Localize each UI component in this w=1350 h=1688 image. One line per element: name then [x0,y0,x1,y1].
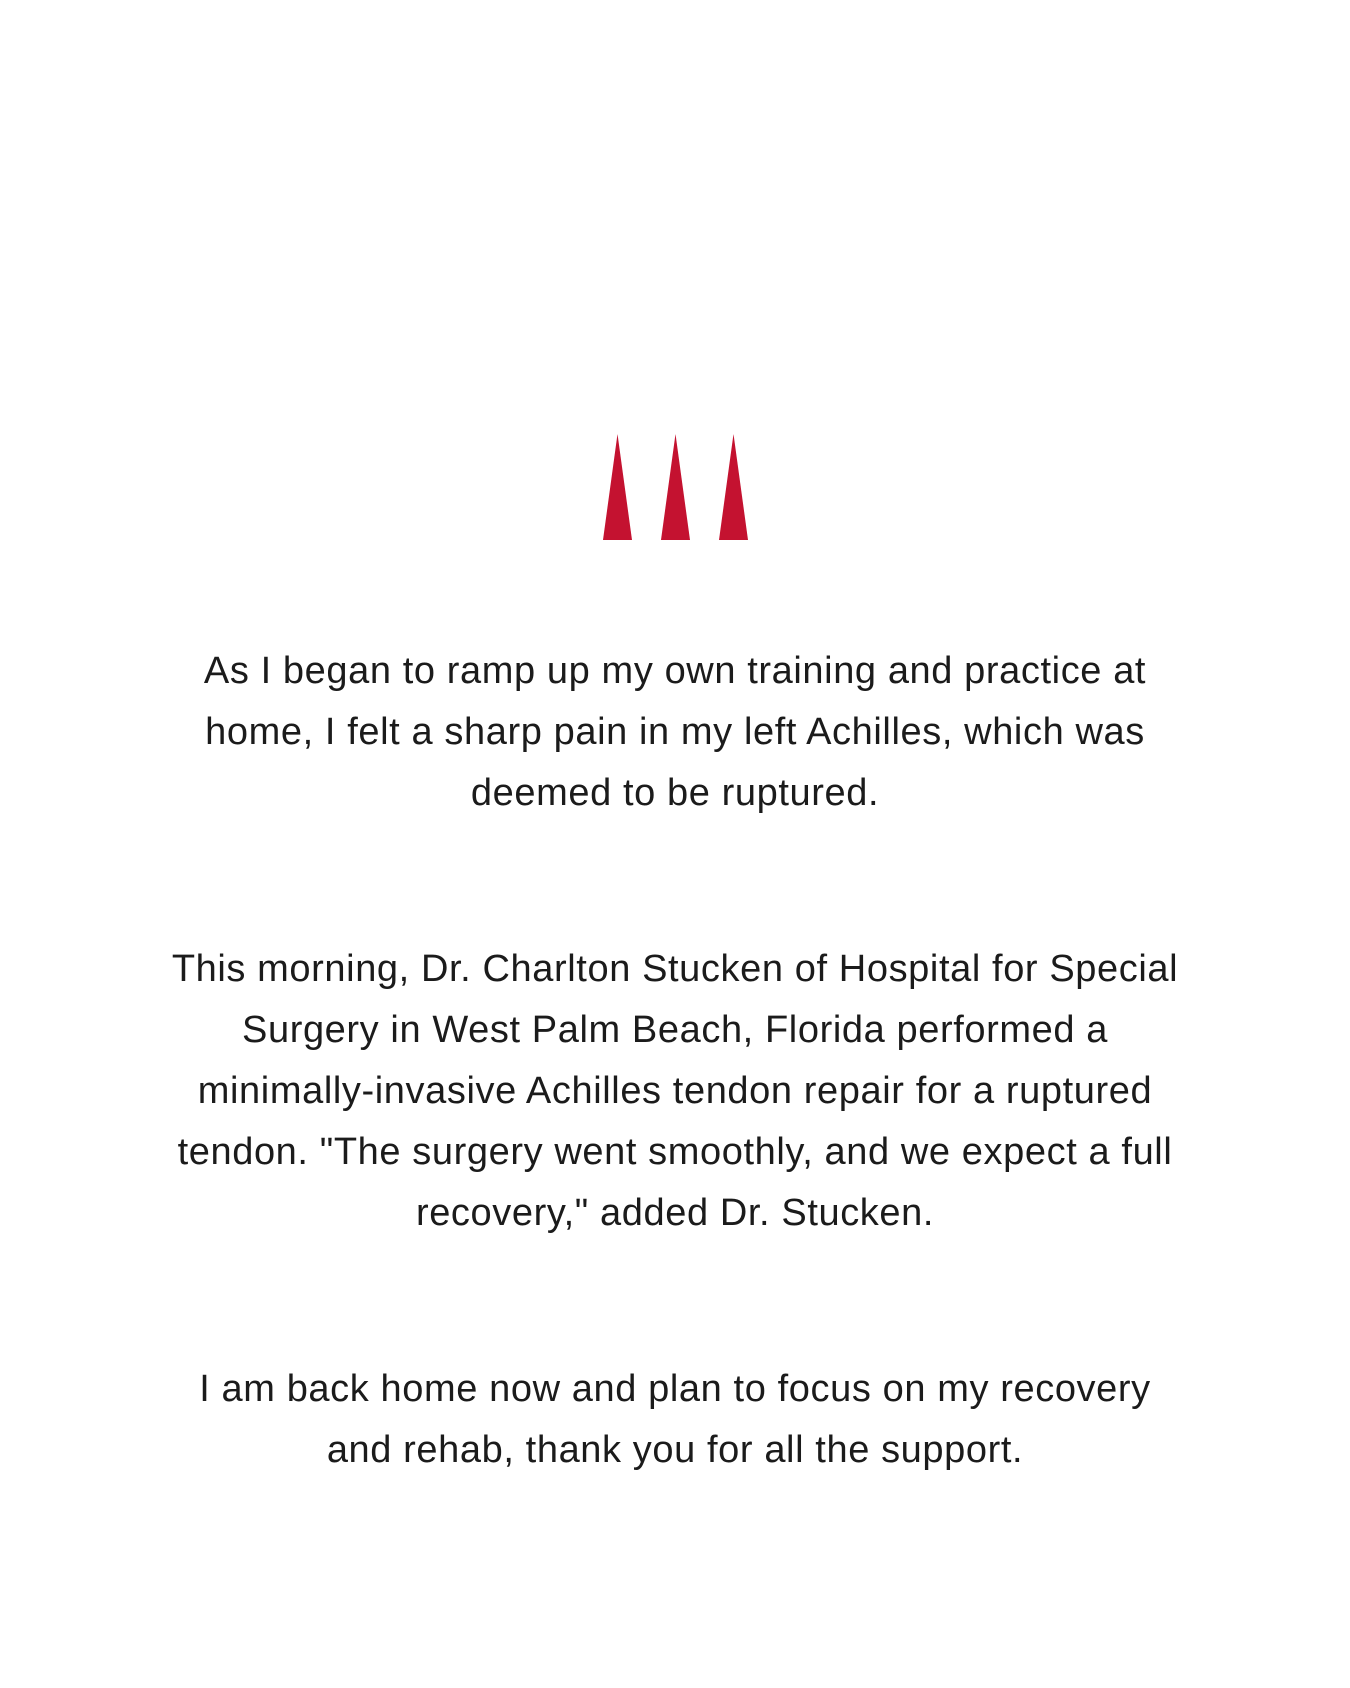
statement-text [125,641,1225,1596]
text-line: and rehab, thank you for all the support. [326,1429,1024,1471]
text-line: minimally-invasive Achilles tendon repair for a ruptured [197,1070,1153,1112]
paragraph-recovery [125,1359,1225,1481]
spike-left-icon [603,434,632,540]
text-line: recovery," added Dr. Stucken. [415,1192,935,1234]
spike-center-icon [661,434,690,540]
text-line: home, I felt a sharp pain in my left Achilles, which was [205,711,1145,753]
paragraph-injury [125,641,1225,824]
text-line: Surgery in West Palm Beach, Florida performed a [242,1009,1108,1051]
text-line: tendon. "The surgery went smoothly, and we expect a full [177,1131,1173,1173]
three-spikes-icon [603,434,748,540]
brand-logo [0,434,1350,540]
text-line: As I began to ramp up my own training and practice at [203,650,1147,692]
paragraph-surgery [125,939,1225,1244]
text-line: deemed to be ruptured. [470,772,880,814]
text-line: This morning, Dr. Charlton Stucken of Hospital for Special [171,948,1179,990]
text-line: I am back home now and plan to focus on my recovery [199,1368,1151,1410]
spike-right-icon [719,434,748,540]
